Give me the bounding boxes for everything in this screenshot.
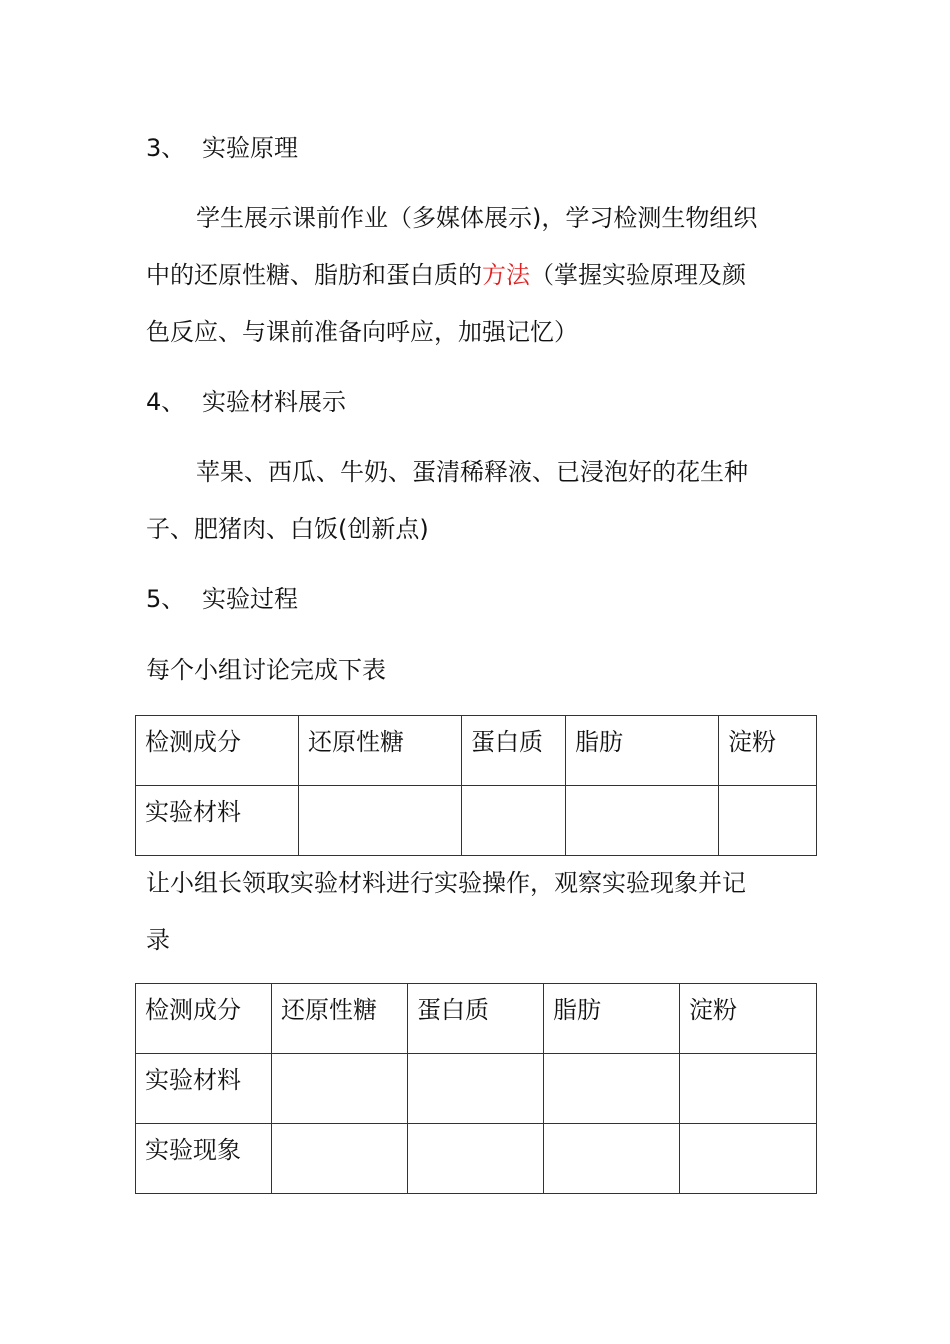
table-cell: [299, 786, 462, 856]
section-4-heading: [146, 386, 346, 418]
table-cell: 检测成分: [136, 716, 299, 786]
table-cell: 实验材料: [136, 786, 299, 856]
table-header-row: [136, 716, 817, 786]
table-cell: 蛋白质: [462, 716, 566, 786]
table-cell: 还原性糖: [272, 984, 408, 1054]
table-cell: 淀粉: [719, 716, 817, 786]
table-cell: [680, 1124, 817, 1194]
table-cell: [272, 1124, 408, 1194]
table-cell: [544, 1054, 680, 1124]
table-cell: [680, 1054, 817, 1124]
table-cell: [408, 1124, 544, 1194]
section-title: 实验原理: [202, 134, 298, 162]
table-cell: [408, 1054, 544, 1124]
paragraph-line: 学生展示课前作业（多媒体展示)，学习检测生物组织: [196, 204, 758, 232]
table-cell: 检测成分: [136, 984, 272, 1054]
table-2: [135, 983, 817, 1194]
table-1: [135, 715, 817, 856]
text-run: （掌握实验原理及颜: [530, 261, 746, 289]
text-run: 中的还原性糖、脂肪和蛋白质的: [146, 261, 482, 289]
table-cell: [462, 786, 566, 856]
table-cell: 脂肪: [544, 984, 680, 1054]
paragraph-line: 录: [146, 926, 170, 954]
table-cell: 还原性糖: [299, 716, 462, 786]
paragraph-line: 让小组长领取实验材料进行实验操作，观察实验现象并记: [146, 869, 746, 897]
table-header-row: [136, 984, 817, 1054]
table-cell: [272, 1054, 408, 1124]
table-cell: 实验现象: [136, 1124, 272, 1194]
table-cell: 实验材料: [136, 1054, 272, 1124]
paragraph-line: 子、肥猪肉、白饭(创新点): [146, 515, 429, 543]
section-5-heading: [146, 583, 298, 615]
table-cell: 淀粉: [680, 984, 817, 1054]
table-cell: [544, 1124, 680, 1194]
table-row: [136, 1054, 817, 1124]
paragraph-line: 苹果、西瓜、牛奶、蛋清稀释液、已浸泡好的花生种: [196, 458, 748, 486]
section-number: 4、: [146, 388, 186, 416]
paragraph-line: [146, 259, 746, 291]
paragraph-line: 色反应、与课前准备向呼应，加强记忆）: [146, 318, 578, 346]
table-cell: 蛋白质: [408, 984, 544, 1054]
table-row: [136, 786, 817, 856]
table-row: [136, 1124, 817, 1194]
table-cell: 脂肪: [566, 716, 719, 786]
section-title: 实验过程: [202, 585, 298, 613]
paragraph-line: 每个小组讨论完成下表: [146, 656, 386, 684]
section-number: 3、: [146, 134, 186, 162]
table-cell: [719, 786, 817, 856]
section-number: 5、: [146, 585, 186, 613]
highlighted-text: 方法: [482, 261, 530, 289]
section-title: 实验材料展示: [202, 388, 346, 416]
table-cell: [566, 786, 719, 856]
section-3-heading: [146, 132, 298, 164]
